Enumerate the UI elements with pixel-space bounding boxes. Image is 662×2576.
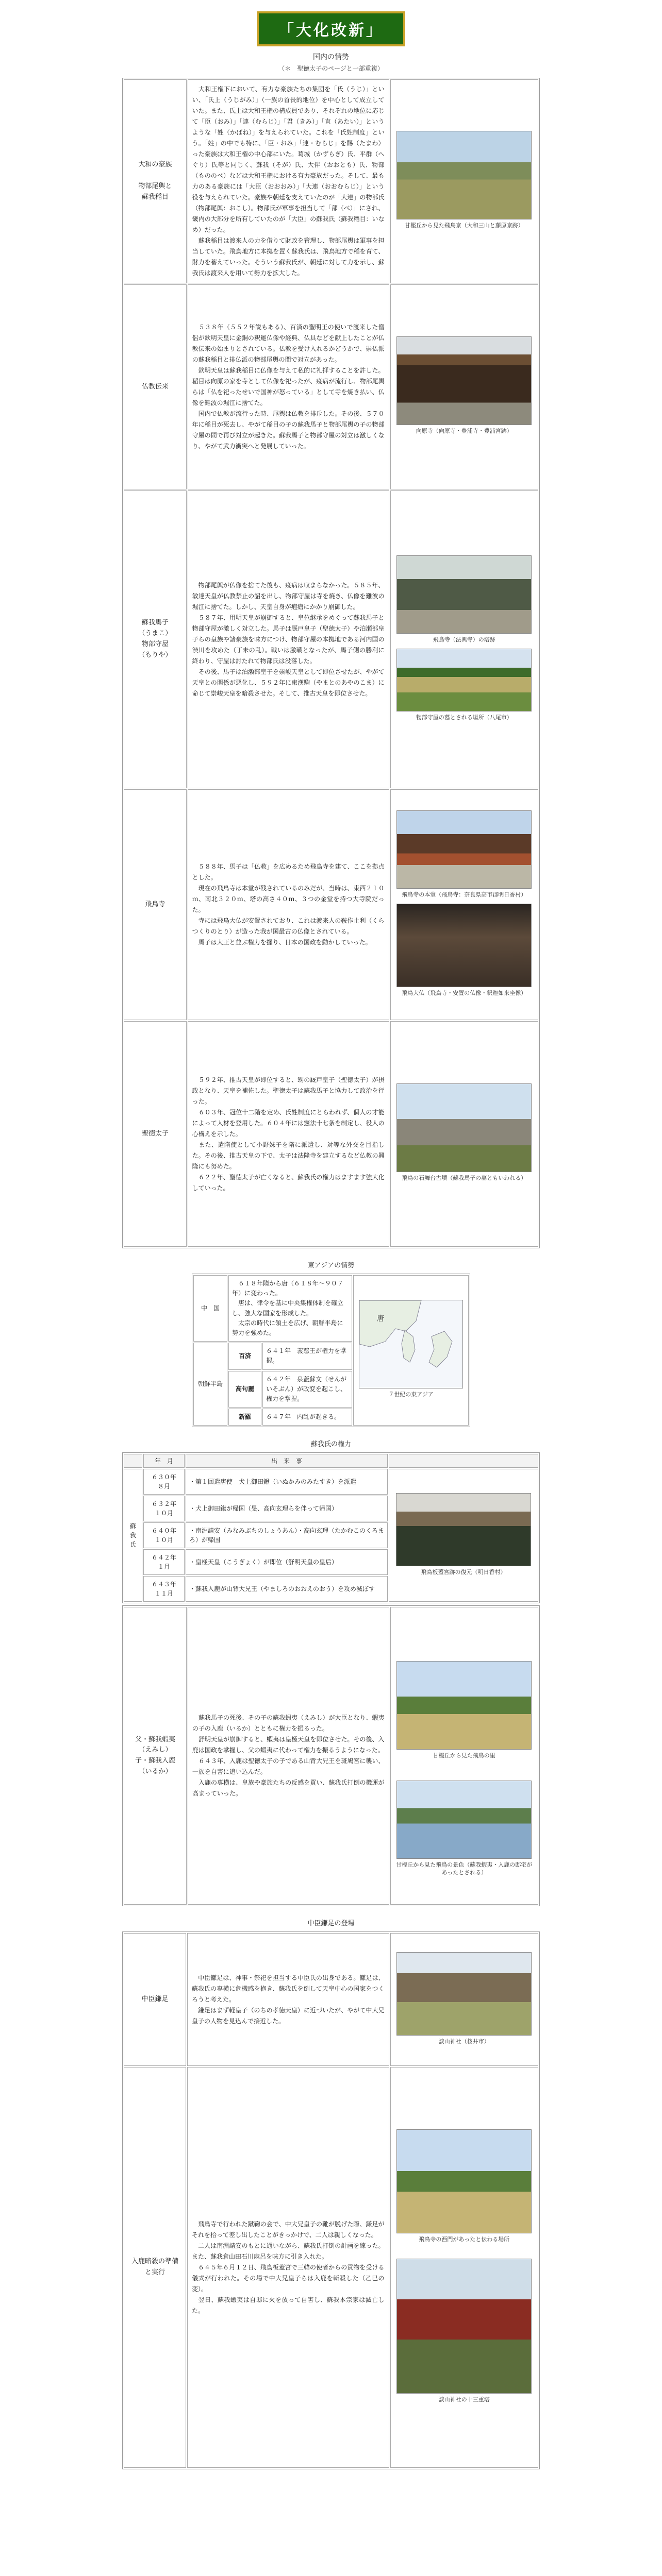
soga-event-year: ６４３年 １１月 — [143, 1576, 185, 1602]
page-title-banner: 「大化改新」 — [257, 11, 405, 46]
photo-caption: 向原寺（向原寺・豊浦寺・豊浦宮跡） — [416, 428, 512, 435]
ea-row-china — [193, 1275, 469, 1342]
soga-event-year: ６４０年 １０月 — [143, 1522, 185, 1548]
reform-row — [124, 2067, 538, 2468]
domestic-table — [122, 78, 540, 1248]
domestic-row — [124, 284, 538, 489]
photo — [396, 336, 532, 425]
ea-kingdom-text: ６４７年 内乱が起きる。 — [262, 1409, 352, 1426]
domestic-row — [124, 789, 538, 1020]
ea-map-cell — [353, 1275, 469, 1426]
east-asia-title: 東アジアの情勢 — [307, 1262, 355, 1269]
row-text: 大和王権下において、有力な豪族たちの集団を「氏（うじ）」といい、「氏上（うじがみ）」（一族の首長的地位）を中心として成立していた。また、氏上は大和王権の構成員であり、それぞれの地位に応じて「臣（おみ）」「連（むらじ）」「君（きみ）」「直（あたい）」というような「姓（かばね）」を与えられていた。これを「氏姓制度」という。「姓」の中でも特に、「臣・おみ」「連・むらじ」を賜（たまわ）った豪族は大和王権の中心部にいた。葛城（かずらぎ）氏、平群（へぐり）氏等と同じく、蘇我（そが）氏、大伴（おおとも）氏、物部（もののべ）などは大和王権における有力豪族だった。そして、最も力のある豪族には「大臣（おおおみ）」「大連（おおむらじ）」という役を与えられていた。豪族や朝廷を支えていたのが「大連」の物部氏（物部尾輿：おこし）。物部氏が軍事を担当して「部（べ）」にされ、畿内の大部分を所有していたのが「大臣」の蘇我氏（蘇我稲目：いなめ）だった。 蘇我稲目は渡来人の力を借りて財政を管理し、物部尾輿は軍事を担当していた。飛鳥地方に本拠を置く蘇我氏は、飛鳥地方で稲を育て、財力を蓄えていった。そういう蘇我氏が、朝廷に対して力を示し、蘇我氏は渡来人を用いて勢力を拡大した。 — [188, 79, 389, 283]
domestic-section-title: 国内の情勢 — [313, 53, 349, 61]
row-media — [390, 1021, 538, 1247]
photo-caption: 飛鳥大仏（飛鳥寺・安置の仏像・釈迦如来坐像） — [402, 990, 527, 996]
row-text: ５３８年（５５２年説もある）、百済の聖明王の使いで渡来した僧侶が欽明天皇に金銅の釈迦仏像や経典、仏具などを献上したことが仏教伝来の始まりとされている。仏教を受け入れるかどうかで、崇仏派の蘇我稲目と排仏派の物部尾輿の間で対立があった。 欽明天皇は蘇我稲目に仏像を与えて私的に礼拝することを許した。稲目は向原の家を寺として仏像を祀ったが、疫病が流行し、物部尾輿らは「仏を祀ったせいで国神が怒っている」として寺を焼き払い、仏像を難波の堀江に捨てた。 国内で仏教が流行った時、尾輿は仏教を排斥した。その後、５７０年に稲目が死去し、やがて稲目の子の蘇我馬子と物部尾輿の子の物部守屋の間で再び対立が起きた。蘇我馬子と物部守屋の対立は激しくなり、やがて武力衝突へと発展していった。 — [188, 284, 389, 489]
row-label: 聖徳太子 — [124, 1021, 187, 1247]
row-text: 物部尾輿が仏像を捨てた後も、疫病は収まらなかった。５８５年、敏達天皇が仏教禁止の詔を出し、物部守屋は寺を焼き、仏像を難波の堀江に捨てた。しかし、天皇自身が疱瘡にかかり崩御した。 ５８７年、用明天皇が崩御すると、皇位継承をめぐって蘇我馬子と物部守屋が激しく対立した。馬子は厩戸皇子（聖徳太子）や泊瀬部皇子らの皇族や諸豪族を味方につけ、物部守屋の本拠地である河内国の渋川を攻めた（丁未の乱）。戦いは激戦となったが、馬子側の勝利に終わり、守屋は討たれて物部氏は没落した。 その後、馬子は泊瀬部皇子を崇峻天皇として即位させたが、やがて天皇との関係が悪化し、５９２年に東漢駒（やまとのあやのこま）に命じて崇峻天皇を暗殺させた。そして、推古天皇を即位させた。 — [188, 490, 389, 788]
photo — [396, 1661, 532, 1750]
soga-event-text: ・南淵請安（みなみぶちのしょうあん）・高向玄理（たかむこのくろまろ）が帰国 — [186, 1522, 388, 1548]
photo-caption: 飛鳥寺（法興寺）の塔跡 — [433, 636, 495, 643]
soga-pic-cell — [389, 1469, 538, 1602]
east-asia-table — [192, 1274, 470, 1427]
row-text: 中臣鎌足は、神事・祭祀を担当する中臣氏の出身である。鎌足は、蘇我氏の専横に危機感を抱き、蘇我氏を倒して天皇中心の国家をつくろうと考えた。 鎌足はまず軽皇子（のちの孝徳天皇）に近づいたが、やがて中大兄皇子の人物を見込んで接近した。 — [187, 1933, 389, 2066]
soga-event-row — [124, 1469, 538, 1495]
ea-kingdom: 新羅 — [228, 1409, 261, 1426]
photo-caption: 飛鳥の石舞台古墳（蘇我馬子の墓ともいわれる） — [402, 1175, 527, 1182]
row-media — [390, 1933, 538, 2066]
photo — [396, 555, 532, 634]
photo — [396, 131, 532, 219]
row-text: ５８８年、馬子は「仏教」を広めるため飛鳥寺を建て、ここを拠点とした。 現在の飛鳥寺は本堂が残されているのみだが、当時は、東西２１０ｍ、南北３２０ｍ、塔の高さ４０ｍ、３つの金堂を持つ大寺院だった。 寺には飛鳥大仏が安置されており、これは渡来人の鞍作止利（くらつくりのとり）が造った我が国最古の仏像とされている。 馬子は大王と並ぶ権力を握り、日本の国政を動かしていった。 — [188, 789, 389, 1020]
row-media — [390, 789, 538, 1020]
row-text: ５９２年、推古天皇が即位すると、甥の厩戸皇子（聖徳太子）が摂政となり、天皇を補佐した。聖徳太子は蘇我馬子と協力して政治を行った。 ６０３年、冠位十二階を定め、氏姓制度にとらわれず、個人の才能によって人材を登用した。６０４年には憲法十七条を制定し、役人の心構えを示した。 また、遣隋使として小野妹子を隋に派遣し、対等な外交を目指した。その後、推古天皇の下で、太子は法隆寺を建立するなど仏教の興隆にも努めた。 ６２２年、聖徳太子が亡くなると、蘇我氏の権力はますます強大化していった。 — [188, 1021, 389, 1247]
soga-pic-header — [389, 1454, 538, 1468]
ea-label: 中 国 — [193, 1275, 227, 1342]
east-asia-map — [359, 1300, 463, 1388]
photo — [396, 649, 532, 711]
domestic-row — [124, 79, 538, 283]
map-label-tang: 唐 — [377, 1315, 384, 1324]
ea-kingdom: 百済 — [228, 1343, 261, 1369]
photo-caption: 甘樫丘から見た飛鳥の里 — [433, 1752, 495, 1759]
reform-title: 中臣鎌足の登場 — [307, 1920, 355, 1928]
row-media — [390, 490, 538, 788]
row-label: 仏教伝来 — [124, 284, 187, 489]
row-label: 蘇我馬子 （うまこ） 物部守屋 （もりや） — [124, 490, 187, 788]
row-label: 中臣鎌足 — [124, 1933, 186, 2066]
photo — [396, 2129, 532, 2233]
soga-detail-table — [122, 1605, 540, 1906]
ea-text: ６１８年隋から唐（６１８年〜９０７年）に変わった。 唐は、律令を基に中央集権体制を確立し、強大な国家を形成した。 太宗の時代に領土を広げ、朝鮮半島に勢力を強めた。 — [228, 1275, 352, 1342]
soga-event-text: ・第１回遣唐使 犬上御田鍬（いぬかみのみたすき）を派遣 — [186, 1469, 388, 1495]
soga-event-text: ・蘇我入鹿が山背大兄王（やましろのおおえのおう）を攻め滅ぼす — [186, 1576, 388, 1602]
map-caption: ７世紀の東アジア — [388, 1391, 434, 1398]
soga-header-row — [124, 1454, 538, 1468]
photo — [396, 1083, 532, 1172]
photo-caption: 飛鳥寺の本堂（飛鳥寺：奈良県高市郡明日香村） — [402, 891, 527, 898]
row-text: 蘇我馬子の死後、その子の蘇我蝦夷（えみし）が大臣となり、蝦夷の子の入鹿（いるか）とともに権力を振るった。 舒明天皇が崩御すると、蝦夷は皇極天皇を即位させた。その後、入鹿は国政を掌握し、父の蝦夷に代わって権力を振るうようになった。 ６４３年、入鹿は聖徳太子の子である山背大兄王を斑鳩宮に襲い、一族を自害に追い込んだ。 入鹿の専横は、皇族や豪族たちの反感を買い、蘇我氏打倒の機運が高まっていった。 — [188, 1607, 389, 1905]
ea-kingdom-text: ６４２年 泉蓋蘇文（せんがいそぶん）が政変を起こし、権力を掌握。 — [262, 1371, 352, 1408]
row-label: 飛鳥寺 — [124, 789, 187, 1020]
soga-event-text: ・皇極天皇（こうぎょく）が即位（舒明天皇の皇后） — [186, 1549, 388, 1575]
row-label: 入鹿暗殺の準備と実行 — [124, 2067, 186, 2468]
row-label: 父・蘇我蝦夷 （えみし） 子・蘇我入鹿 （いるか） — [124, 1607, 187, 1905]
photo — [396, 1952, 532, 2036]
photo — [396, 1781, 532, 1859]
photo-caption: 飛鳥寺の西門があったと伝わる場所 — [419, 2235, 510, 2243]
soga-event-year: ６３０年 ８月 — [143, 1469, 185, 1495]
photo — [396, 810, 532, 889]
photo-caption: 談山神社の十三重塔 — [438, 2396, 490, 2403]
row-media — [390, 79, 538, 283]
photo — [396, 904, 532, 987]
row-text: 飛鳥寺で行われた蹴鞠の会で、中大兄皇子の靴が脱げた際、鎌足がそれを拾って差し出したことがきっかけで、二人は親しくなった。 二人は南淵請安のもとに通いながら、蘇我氏打倒の計画を練った。また、蘇我倉山田石川麻呂を味方に引き入れた。 ６４５年６月１２日、飛鳥板蓋宮で三韓の使者からの貢物を受ける儀式が行われた。その場で中大兄皇子らは入鹿を斬殺した（乙巳の変）。 翌日、蘇我蝦夷は自邸に火を放って自害し、蘇我本宗家は滅亡した。 — [187, 2067, 389, 2468]
ea-kingdom: 高句麗 — [228, 1371, 261, 1408]
photo — [396, 2259, 532, 2394]
photo — [396, 1493, 531, 1566]
ea-label: 朝鮮半島 — [193, 1343, 227, 1426]
soga-power-title: 蘇我氏の権力 — [310, 1440, 351, 1449]
row-media — [390, 2067, 538, 2468]
ea-kingdom-text: ６４１年 義慈王が権力を掌握。 — [262, 1343, 352, 1369]
reform-row — [124, 1933, 538, 2066]
domestic-row — [124, 1021, 538, 1247]
row-label: 大和の豪族 物部尾輿と 蘇我稲目 — [124, 79, 187, 283]
row-media — [390, 1607, 538, 1905]
soga-year-header: 年 月 — [143, 1454, 185, 1468]
domestic-row — [124, 490, 538, 788]
soga-event-year: ６４２年 １月 — [143, 1549, 185, 1575]
soga-event-header: 出 来 事 — [186, 1454, 388, 1468]
reform-table — [122, 1931, 540, 2469]
soga-side-label: 蘇 我 氏 — [124, 1469, 142, 1602]
soga-detail-row — [124, 1607, 538, 1905]
soga-power-table — [122, 1452, 540, 1603]
map-svg — [359, 1300, 462, 1388]
soga-event-text: ・犬上御田鍬が帰国（旻、高向玄理らを伴って帰国） — [186, 1496, 388, 1521]
domestic-section-note: （＊ 聖徳太子のページと一部重複） — [278, 65, 384, 72]
photo-caption: 甘樫丘から見た飛鳥京（大和三山と藤原京跡） — [404, 222, 524, 229]
photo-caption: 物部守屋の墓とされる場所（八尾市） — [416, 714, 512, 721]
row-media — [390, 284, 538, 489]
soga-event-year: ６３２年 １０月 — [143, 1496, 185, 1521]
photo-caption: 甘樫丘から見た飛鳥の景色（蘇我蝦夷・入鹿の邸宅があったとされる） — [396, 1861, 533, 1876]
soga-side-header — [124, 1454, 142, 1468]
banner-wrap — [0, 0, 662, 46]
photo-caption: 談山神社（桜井市） — [438, 2038, 490, 2045]
photo-caption: 飛鳥板蓋宮跡の復元（明日香村） — [421, 1568, 506, 1575]
